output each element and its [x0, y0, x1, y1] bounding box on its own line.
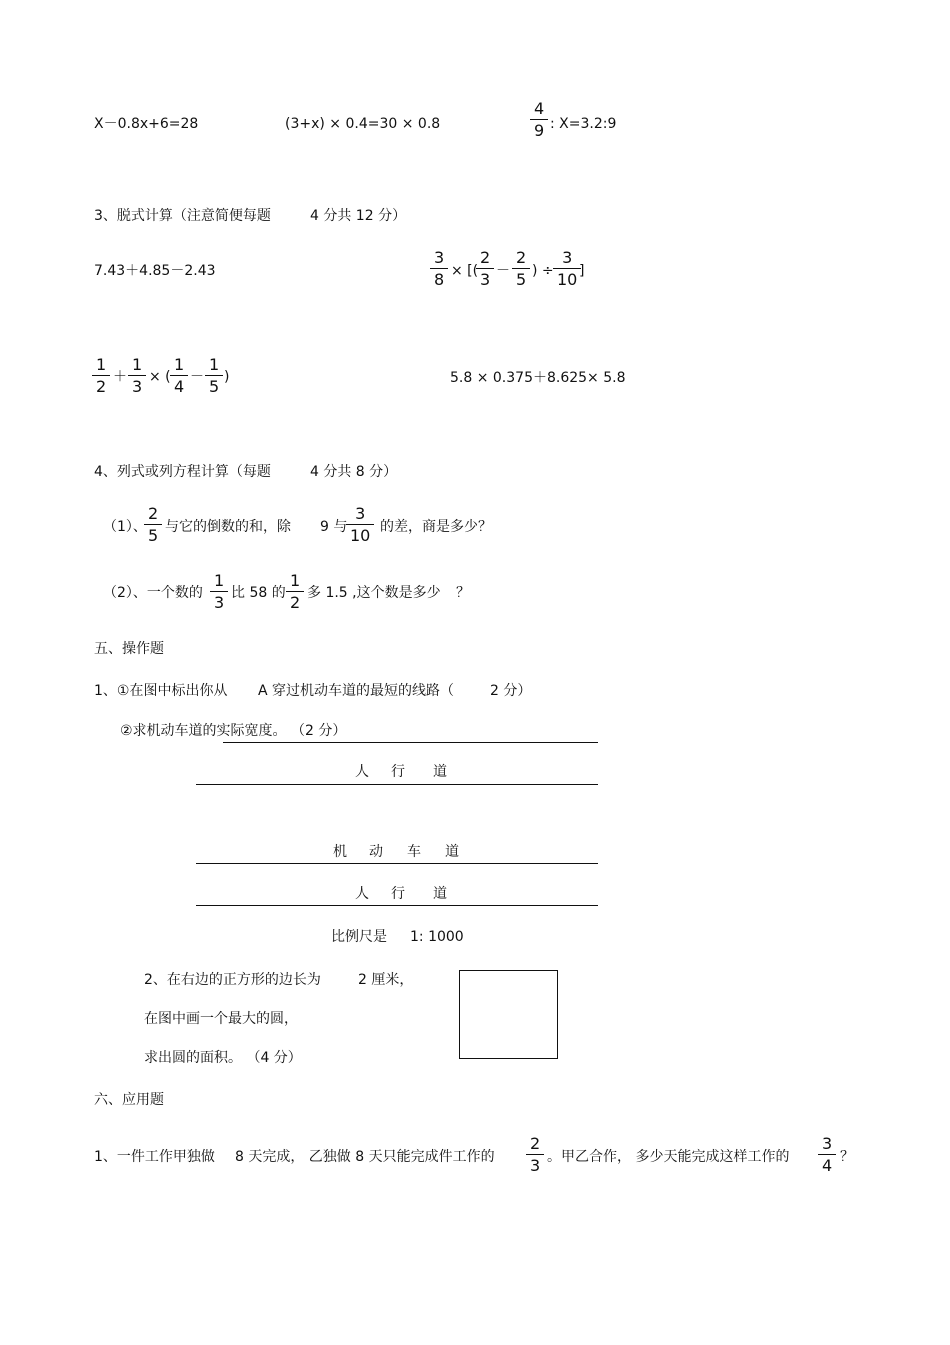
question-4-2-prefix: （2）、一个数的	[103, 585, 203, 601]
fraction-numerator: 2	[480, 248, 491, 267]
scale-value: 1: 1000	[410, 929, 464, 945]
expr3-operator-1: ＋	[113, 369, 127, 385]
fraction-denominator: 3	[128, 375, 146, 395]
fraction-numerator: 1	[214, 571, 225, 590]
fraction-numerator: 2	[148, 504, 159, 523]
square-figure	[459, 970, 558, 1059]
road-char: 道	[433, 886, 447, 902]
section-6-heading: 六、应用题	[94, 1092, 164, 1108]
fraction-denominator: 5	[144, 524, 162, 544]
road-line-3	[196, 863, 598, 864]
fraction-denominator: 8	[430, 268, 448, 288]
expr3-fraction-3	[172, 357, 186, 395]
question-6-1-part-1: 1、一件工作甲独做	[94, 1149, 215, 1165]
road-line-top	[223, 742, 598, 743]
question-4-1-text-1: 与它的倒数的和，除	[165, 519, 291, 535]
road-char: 机	[333, 844, 347, 860]
fraction-denominator: 4	[170, 375, 188, 395]
fraction-numerator: 3	[562, 248, 573, 267]
question-4-2-fraction-1	[212, 573, 226, 611]
expr2-fraction-4	[555, 250, 579, 288]
expression-1: 7.43＋4.85－2.43	[94, 263, 216, 279]
fraction-numerator: 3	[355, 504, 366, 523]
scale-label: 比例尺是	[331, 929, 387, 945]
fraction-numerator: 3	[822, 1134, 833, 1153]
road-char: 行	[391, 886, 405, 902]
expr3-fraction-2	[130, 357, 144, 395]
fraction-numerator: 1	[132, 355, 143, 374]
fraction-denominator: 2	[286, 591, 304, 611]
expression-4: 5.8 × 0.375＋8.625× 5.8	[450, 370, 626, 386]
question-4-1-text-2: 9 与	[320, 519, 348, 535]
road-char: 人	[355, 764, 369, 780]
fraction-numerator: 2	[516, 248, 527, 267]
road-char: 道	[433, 764, 447, 780]
road-line-bottom	[196, 905, 598, 906]
section-5-heading: 五、操作题	[94, 641, 164, 657]
question-6-1-question-mark: ？	[840, 1149, 854, 1165]
section-3-points: 4 分共 12 分）	[310, 208, 407, 224]
expr3-operator-4: )	[224, 369, 230, 385]
question-5-1-line-1c: 2 分）	[490, 683, 532, 699]
equation-2: (3+x) × 0.4=30 × 0.8	[285, 116, 441, 132]
expr3-operator-2: × (	[149, 369, 171, 385]
section-4-heading: 4、列式或列方程计算（每题	[94, 464, 271, 480]
fraction-numerator: 1	[209, 355, 220, 374]
question-6-1-part-3: 。甲乙合作， 多少天能完成这样工作的	[547, 1149, 790, 1165]
fraction-denominator: 2	[92, 375, 110, 395]
question-6-1-fraction-2	[820, 1136, 834, 1174]
fraction-denominator: 10	[553, 268, 581, 288]
equation-1: X－0.8x+6=28	[94, 116, 199, 132]
question-5-1-line-1a: 1、①在图中标出你从	[94, 683, 228, 699]
expr2-operator-2: －	[496, 263, 510, 279]
expr3-fraction-4	[207, 357, 221, 395]
question-5-2-line-1a: 2、在右边的正方形的边长为	[144, 972, 321, 988]
fraction-denominator: 9	[530, 119, 548, 139]
question-4-1-fraction-1	[146, 506, 160, 544]
question-4-2-text-1: 比 58 的	[231, 585, 286, 601]
fraction-denominator: 10	[346, 524, 374, 544]
question-6-1-part-2: 8 天完成， 乙独做 8 天只能完成件工作的	[235, 1149, 495, 1165]
fraction-denominator: 3	[476, 268, 494, 288]
fraction-numerator: 1	[290, 571, 301, 590]
equation-3-rest: : X=3.2:9	[550, 116, 617, 132]
equation-3-fraction	[532, 101, 546, 139]
fraction-denominator: 5	[205, 375, 223, 395]
question-5-2-line-1b: 2 厘米，	[358, 972, 414, 988]
question-4-1-prefix: （1）、	[103, 519, 147, 535]
road-char: 车	[407, 844, 421, 860]
road-char: 人	[355, 886, 369, 902]
fraction-denominator: 3	[526, 1154, 544, 1174]
fraction-numerator: 1	[174, 355, 185, 374]
fraction-numerator: 2	[530, 1134, 541, 1153]
question-5-1-line-1b: A 穿过机动车道的最短的线路（	[258, 683, 455, 699]
expr3-operator-3: －	[190, 369, 204, 385]
motorway-label	[333, 845, 459, 859]
fraction-numerator: 4	[534, 99, 545, 118]
question-4-2-suffix: 多 1.5 ,这个数是多少	[307, 585, 441, 601]
sidewalk-top-label	[355, 765, 447, 779]
expr2-operator-4: ]	[579, 263, 585, 279]
fraction-denominator: 4	[818, 1154, 836, 1174]
sidewalk-bottom-label	[355, 887, 447, 901]
expr2-operator-3: ) ÷	[532, 263, 554, 279]
question-5-2-line-3: 求出圆的面积。 （4 分）	[144, 1050, 302, 1066]
section-4-points: 4 分共 8 分）	[310, 464, 398, 480]
question-4-2-question-mark: ？	[456, 585, 470, 601]
expr2-fraction-3	[514, 250, 528, 288]
fraction-denominator: 3	[210, 591, 228, 611]
question-4-1-fraction-2	[348, 506, 372, 544]
expr2-operator-1: × [(	[451, 263, 479, 279]
fraction-numerator: 3	[434, 248, 445, 267]
expr2-fraction-1	[432, 250, 446, 288]
expr3-fraction-1	[94, 357, 108, 395]
road-char: 动	[369, 844, 383, 860]
section-3-heading: 3、脱式计算（注意简便每题	[94, 208, 271, 224]
question-4-2-fraction-2	[288, 573, 302, 611]
question-5-2-line-2: 在图中画一个最大的圆，	[144, 1011, 298, 1027]
road-line-2	[196, 784, 598, 785]
question-4-1-suffix: 的差，商是多少？	[380, 519, 492, 535]
fraction-denominator: 5	[512, 268, 530, 288]
fraction-numerator: 1	[96, 355, 107, 374]
road-char: 道	[445, 844, 459, 860]
expr2-fraction-2	[478, 250, 492, 288]
question-6-1-fraction-1	[528, 1136, 542, 1174]
question-5-1-line-2: ②求机动车道的实际宽度。 （2 分）	[120, 723, 347, 739]
road-char: 行	[391, 764, 405, 780]
